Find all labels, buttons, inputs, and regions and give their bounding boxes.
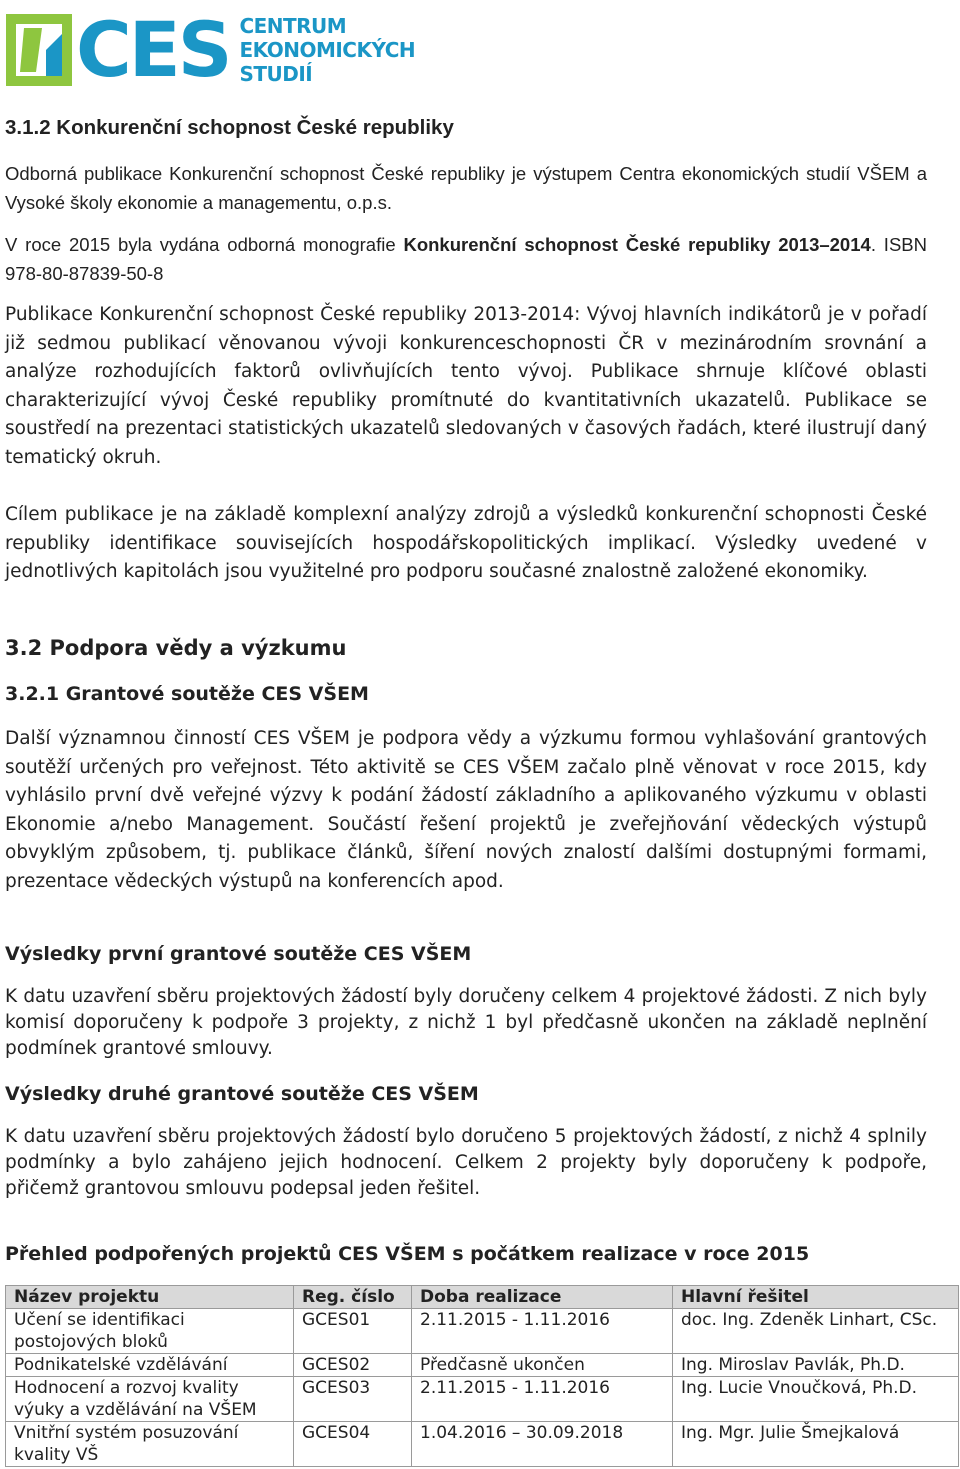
heading-second-competition: Výsledky druhé grantové soutěže CES VŠEM (5, 1083, 479, 1105)
cell-project-name: Hodnocení a rozvoj kvality výuky a vzdělávání na VŠEM (6, 1377, 294, 1422)
paragraph-publication-intro: Odborná publikace Konkurenční schopnost České republiky je výstupem Centra ekonomických studií VŠEM a Vysoké školy ekonomie a managementu, o.p.s. (5, 163, 927, 213)
heading-3-2-1: 3.2.1 Grantové soutěže CES VŠEM (5, 683, 369, 705)
table-header-row (6, 1286, 959, 1309)
cell-investigator: doc. Ing. Zdeněk Linhart, CSc. (673, 1309, 959, 1354)
logo-ces-text: CES (76, 5, 230, 94)
cell-investigator: Ing. Lucie Vnoučková, Ph.D. (673, 1377, 959, 1422)
paragraph-publication-description: Publikace Konkurenční schopnost České republiky 2013-2014: Vývoj hlavních indikátorů je v pořadí již sedmou publikací věnovanou vývoji konkurenceschopnosti ČR v mezinárodním srovnání a analýze rozhodujících faktorů ovlivňujících tento vývoj. Publikace shrnuje klíčové oblasti charakterizující vývoj České republiky promítnuté do kvantitativních ukazatelů. Publikace se soustředí na prezentaci statistických ukazatelů sledovaných v časových řadách, které ilustrují daný tematický okruh. (5, 304, 927, 468)
table-title: Přehled podpořených projektů CES VŠEM s počátkem realizace v roce 2015 (5, 1243, 810, 1265)
cell-period: 2.11.2015 - 1.11.2016 (412, 1309, 673, 1354)
cell-project-name: Vnitřní systém posuzování kvality VŠ (6, 1422, 294, 1467)
projects-table (5, 1285, 959, 1467)
cell-reg-number: GCES03 (294, 1377, 412, 1422)
ces-logo (6, 5, 426, 94)
cell-reg-number: GCES04 (294, 1422, 412, 1467)
paragraph-second-competition: K datu uzavření sběru projektových žádostí bylo doručeno 5 projektových žádostí, z nichž 4 splnily podmínky a bylo zahájeno jejich hodnocení. Celkem 2 projekty byly doporučeny k podpoře, přičemž grantovou smlouvu podepsal jeden řešitel. (5, 1126, 927, 1199)
cell-investigator: Ing. Miroslav Pavlák, Ph.D. (673, 1354, 959, 1377)
cell-reg-number: GCES01 (294, 1309, 412, 1354)
logo-line-1: CENTRUM (239, 14, 347, 38)
cell-period: Předčasně ukončen (412, 1354, 673, 1377)
cell-period: 2.11.2015 - 1.11.2016 (412, 1377, 673, 1422)
paragraph-monograph (5, 231, 927, 288)
monograph-title: Konkurenční schopnost České republiky 2013–2014 (403, 234, 871, 255)
monograph-isbn: . ISBN 978-80-87839-50-8 (5, 234, 927, 284)
paragraph-first-competition: K datu uzavření sběru projektových žádostí byly doručeny celkem 4 projektové žádosti. Z nich byly komisí doporučeny k podpoře 3 projekty, z nichž 1 byl předčasně ukončen na základě neplnění podmínek grantové smlouvy. (5, 986, 927, 1059)
cell-project-name: Učení se identifikaci postojových bloků (6, 1309, 294, 1354)
column-header-investigator: Hlavní řešitel (673, 1286, 959, 1309)
heading-3-2: 3.2 Podpora vědy a výzkumu (5, 636, 347, 660)
ces-logo-mark-icon (6, 10, 74, 90)
heading-first-competition: Výsledky první grantové soutěže CES VŠEM (5, 943, 472, 965)
table-row (6, 1309, 959, 1354)
cell-investigator: Ing. Mgr. Julie Šmejkalová (673, 1422, 959, 1467)
logo-line-3: STUDIÍ (239, 62, 313, 86)
column-header-name: Název projektu (6, 1286, 294, 1309)
logo-line-2: EKONOMICKÝCH (239, 38, 416, 62)
logo-subtitle (239, 14, 415, 86)
paragraph-grant-competitions: Další významnou činností CES VŠEM je podpora vědy a výzkumu formou vyhlašování grantových soutěží určených pro veřejnost. Této aktivitě se CES VŠEM začalo plně věnovat v roce 2015, kdy vyhlásilo první dvě veřejné výzvy k podání žádostí základního a aplikovaného výzkumu v oblasti Ekonomie a/nebo Management. Součástí řešení projektů je zveřejňování vědeckých výstupů obvyklým způsobem, tj. publikace článků, šíření nových znalostí dalšími dostupnými formami, prezentace vědeckých výstupů na konferencích apod. (5, 728, 927, 892)
table-row (6, 1354, 959, 1377)
column-header-reg: Reg. číslo (294, 1286, 412, 1309)
monograph-prefix: V roce 2015 byla vydána odborná monografie (5, 234, 404, 255)
cell-period: 1.04.2016 – 30.09.2018 (412, 1422, 673, 1467)
table-row (6, 1377, 959, 1422)
table-row (6, 1422, 959, 1467)
paragraph-publication-goal: Cílem publikace je na základě komplexní analýzy zdrojů a výsledků konkurenční schopnosti České republiky identifikace souvisejících hospodářskopolitických implikací. Výsledky uvedené v jednotlivých kapitolách jsou využitelné pro podporu současné znalostně založené ekonomiky. (5, 504, 927, 582)
cell-reg-number: GCES02 (294, 1354, 412, 1377)
heading-3-1-2: 3.1.2 Konkurenční schopnost České republiky (5, 116, 454, 139)
column-header-period: Doba realizace (412, 1286, 673, 1309)
cell-project-name: Podnikatelské vzdělávání (6, 1354, 294, 1377)
